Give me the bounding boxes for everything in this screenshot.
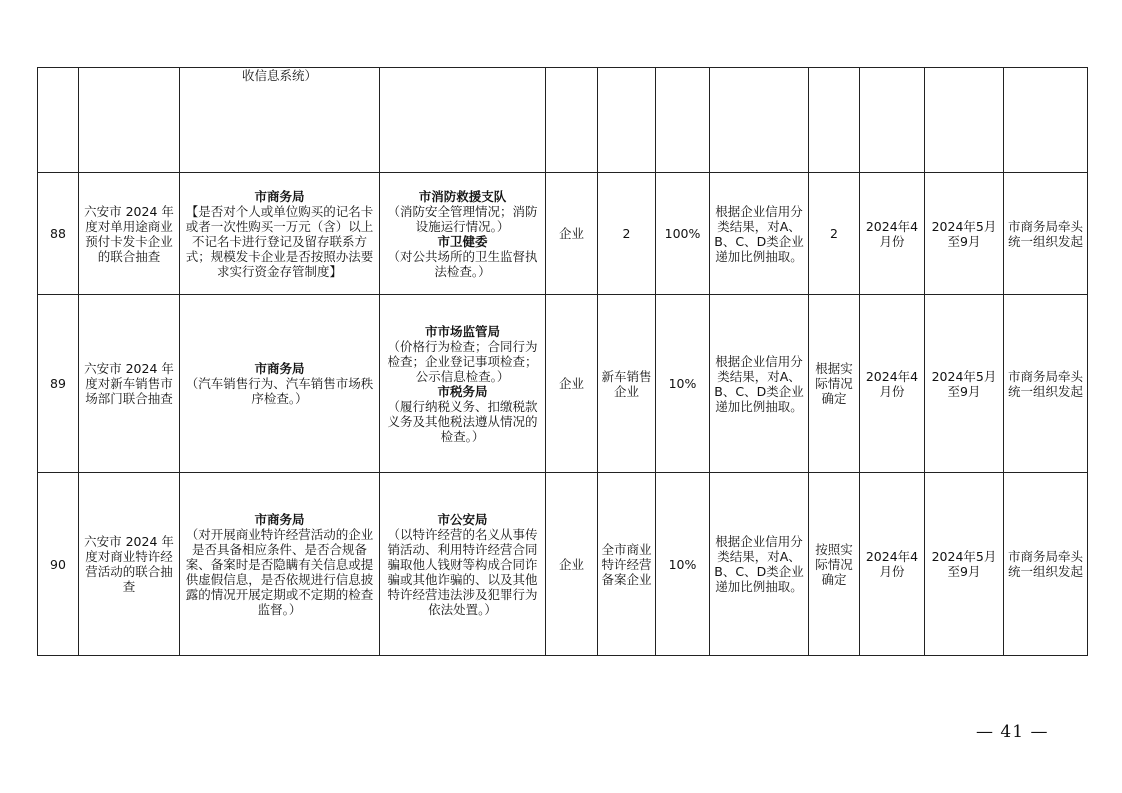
cooperating-departments-cell (380, 173, 546, 295)
coop-department: 市消防救援支队 (418, 188, 507, 204)
coop-content: （履行纳税义务、扣缴税款义务及其他税法遵从情况的检查。） (387, 398, 538, 444)
period: 2024年5月至9月 (925, 173, 1004, 295)
object-type: 企业 (546, 173, 598, 295)
coop-content: （价格行为检查；合同行为检查；企业登记事项检查；公示信息检查。） (387, 338, 538, 384)
cell-count (809, 68, 860, 173)
table-row (38, 295, 1088, 473)
coop-content: （以特许经营的名义从事传销活动、利用特许经营合同骗取他人钱财等构成合同诈骗或其他诈骗的、以及其他特许经营违法涉及犯罪行为依法处置。） (387, 526, 538, 617)
cell-start (860, 68, 925, 173)
item-title: 六安市 2024 年度对商业特许经营活动的联合抽查 (79, 473, 180, 656)
cell-object-type (546, 68, 598, 173)
cooperating-departments-cell (380, 295, 546, 473)
cell-lead (180, 68, 380, 173)
start-time: 2024年4月份 (860, 173, 925, 295)
lead-content: 【是否对个人或单位购买的记名卡或者一次性购买一万元（含）以上不记名卡进行登记及留存联系方式；规模发卡企业是否按照办法要求实行资金存管制度】 (185, 203, 374, 279)
inspection-table (37, 67, 1088, 656)
item-title: 六安市 2024 年度对单用途商业预付卡发卡企业的联合抽查 (79, 173, 180, 295)
object-type: 企业 (546, 473, 598, 656)
lead-department: 市商务局 (254, 188, 305, 204)
cell-ratio (656, 68, 710, 173)
table-row (38, 473, 1088, 656)
coop-department: 市卫健委 (437, 233, 488, 249)
period: 2024年5月至9月 (925, 473, 1004, 656)
continued-text: 收信息系统） (241, 68, 317, 83)
lead-department-cell (180, 473, 380, 656)
scope: 2 (598, 173, 656, 295)
sample-count: 2 (809, 173, 860, 295)
sampling-method: 根据企业信用分类结果，对A、B、C、D类企业递加比例抽取。 (710, 295, 809, 473)
scope: 新车销售企业 (598, 295, 656, 473)
sample-count: 根据实际情况确定 (809, 295, 860, 473)
remark: 市商务局牵头统一组织发起 (1004, 295, 1088, 473)
table-row (38, 173, 1088, 295)
cell-method (710, 68, 809, 173)
cell-coop (380, 68, 546, 173)
ratio: 10% (656, 295, 710, 473)
row-number: 89 (38, 295, 79, 473)
cell-no (38, 68, 79, 173)
remark: 市商务局牵头统一组织发起 (1004, 173, 1088, 295)
lead-department: 市商务局 (254, 511, 305, 527)
coop-content: （对公共场所的卫生监督执法检查。） (387, 248, 538, 279)
ratio: 100% (656, 173, 710, 295)
cell-period (925, 68, 1004, 173)
period: 2024年5月至9月 (925, 295, 1004, 473)
start-time: 2024年4月份 (860, 473, 925, 656)
sampling-method: 根据企业信用分类结果，对A、B、C、D类企业递加比例抽取。 (710, 473, 809, 656)
coop-department: 市市场监管局 (424, 323, 500, 339)
cell-title (79, 68, 180, 173)
item-title: 六安市 2024 年度对新车销售市场部门联合抽查 (79, 295, 180, 473)
sample-count: 按照实际情况确定 (809, 473, 860, 656)
coop-content: （消防安全管理情况；消防设施运行情况。） (387, 203, 538, 234)
start-time: 2024年4月份 (860, 295, 925, 473)
object-type: 企业 (546, 295, 598, 473)
ratio: 10% (656, 473, 710, 656)
lead-content: （汽车销售行为、汽车销售市场秩序检查。） (185, 376, 374, 406)
page-number: — 41 — (976, 722, 1049, 742)
row-number: 88 (38, 173, 79, 295)
coop-department: 市公安局 (437, 511, 488, 527)
cell-scope (598, 68, 656, 173)
lead-department-cell (180, 173, 380, 295)
cooperating-departments-cell (380, 473, 546, 656)
coop-department: 市税务局 (437, 383, 488, 399)
table-row-continued (38, 68, 1088, 173)
remark: 市商务局牵头统一组织发起 (1004, 473, 1088, 656)
scope: 全市商业特许经营备案企业 (598, 473, 656, 656)
row-number: 90 (38, 473, 79, 656)
sampling-method: 根据企业信用分类结果，对A、B、C、D类企业递加比例抽取。 (710, 173, 809, 295)
cell-remark (1004, 68, 1088, 173)
lead-department: 市商务局 (254, 361, 305, 376)
lead-content: （对开展商业特许经营活动的企业是否具备相应条件、是否合规备案、备案时是否隐瞒有关信息或提供虚假信息，是否依规进行信息披露的情况开展定期或不定期的检查监督。） (185, 526, 374, 617)
lead-department-cell (180, 295, 380, 473)
